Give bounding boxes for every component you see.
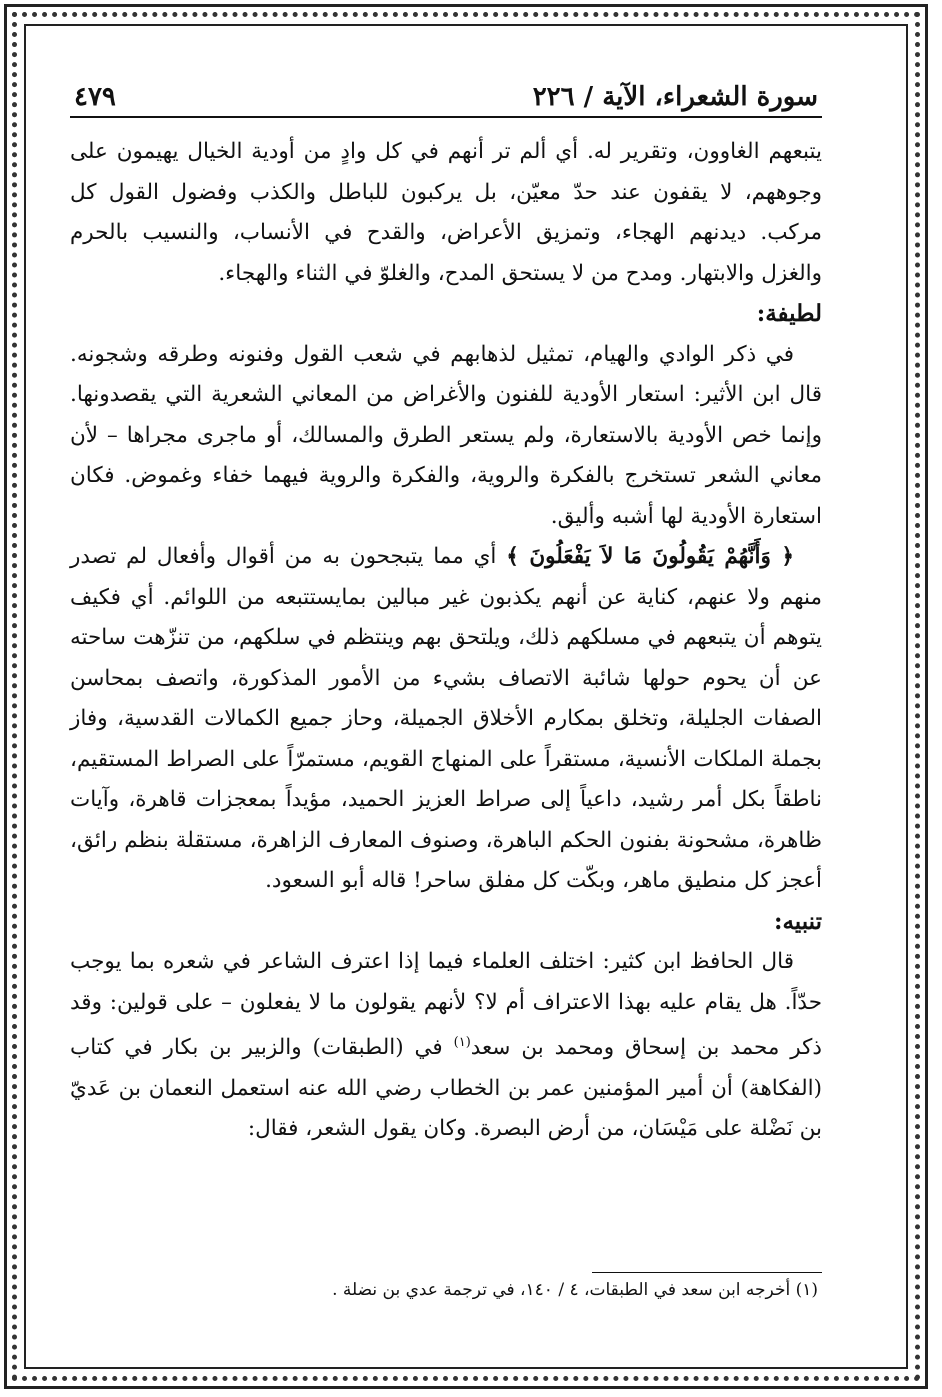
body-text	[70, 132, 822, 1150]
section-heading-tanbih: تنبيه:	[773, 907, 822, 935]
page-content	[70, 64, 822, 1354]
paragraph	[70, 537, 822, 902]
footnote: (١) أخرجه ابن سعد في الطبقات، ٤ / ١٤٠، في ترجمة عدي بن نضلة .	[332, 1280, 818, 1300]
paragraph-text: في (الطبقات) والزبير بن بكار في كتاب (الفكاهة) أن أمير المؤمنين عمر بن الخطاب رضي الله عنه استعمل النعمان بن عَديّ بن نَضْلة على مَيْسَان، من أرض البصرة. وكان يقول الشعر، فقال:	[70, 1035, 822, 1142]
paragraph-text: قال الحافظ ابن كثير: اختلف العلماء فيما إذا اعترف الشاعر في شعره بما يوجب حدّاً. هل يقام عليه بهذا الاعتراف أم لا؟ لأنهم يقولون ما لا يفعلون – على قولين: وقد ذكر محمد بن إسحاق ومحمد بن سعد	[70, 949, 822, 1061]
paragraph: في ذكر الوادي والهيام، تمثيل لذهابهم في شعب القول وفنونه وطرقه وشجونه. قال ابن الأثير: استعار الأودية للفنون والأغراض من المعاني الشعرية التي يقصدونها. وإنما خص الأودية بالاستعارة، ولم يستعر الطرق والمسالك، أو ماجرى مجراها – لأن معاني الشعر تستخرج بالفكرة والروية، والفكرة والروية فيهما خفاء وغموض. فكان استعارة الأودية لها أشبه وأليق.	[70, 341, 822, 529]
footnote-marker: (١)	[453, 1035, 471, 1050]
running-header	[70, 64, 822, 118]
page-number: ٤٧٩	[74, 82, 116, 112]
header-title: سورة الشعراء، الآية / ٢٢٦	[532, 82, 818, 112]
paragraph	[70, 942, 822, 1150]
paragraph: يتبعهم الغاوون، وتقرير له. أي ألم تر أنهم في كل وادٍ من أودية الخيال يهيمون على وجوههم، لا يقفون عند حدّ معيّن، بل يركبون للباطل والكذب وفضول القول كل مركب. ديدنهم الهجاء، وتمزيق الأعراض، والقدح في الأنساب، والنسيب بالحرم والغزل والابتهار. ومدح من لا يستحق المدح، والغلوّ في الثناء والهجاء.	[70, 139, 822, 286]
quran-verse: ﴿ وَأَنَّهُمْ يَقُولُونَ مَا لاَ يَفْعَلُونَ ﴾	[506, 544, 794, 569]
section-heading-latifa: لطيفة:	[756, 300, 822, 327]
footnote-divider	[592, 1272, 822, 1273]
paragraph-text: أي مما يتبجحون به من أقوال وأفعال لم تصدر منهم ولا عنهم، كناية عن أنهم يكذبون غير مبالين بمايستتبعه من اللوائم. أي فكيف يتوهم أن يتبعهم في مسلكهم ذلك، ويلتحق بهم وينتظم في سلكهم، من تنزّهت ساحته عن أن يحوم حولها شائبة الاتصاف بشيء من الأمور المذكورة، واتصف بمحاسن الصفات الجليلة، وتخلق بمكارم الأخلاق الجميلة، وحاز جميع الكمالات القدسية، وفاز بجملة الملكات الأنسية، مستقراً على المنهاج القويم، مستمرّاً على الصراط المستقيم، ناطقاً بكل أمر رشيد، داعياً إلى صراط العزيز الحميد، مؤيداً بمعجزات قاهرة، وآيات ظاهرة، مشحونة بفنون الحكم الباهرة، وصنوف المعارف الزاهرة، مستقلة بنظم رائق، أعجز كل منطيق ماهر، وبكّت كل مفلق ساحر! قاله أبو السعود.	[70, 544, 822, 893]
